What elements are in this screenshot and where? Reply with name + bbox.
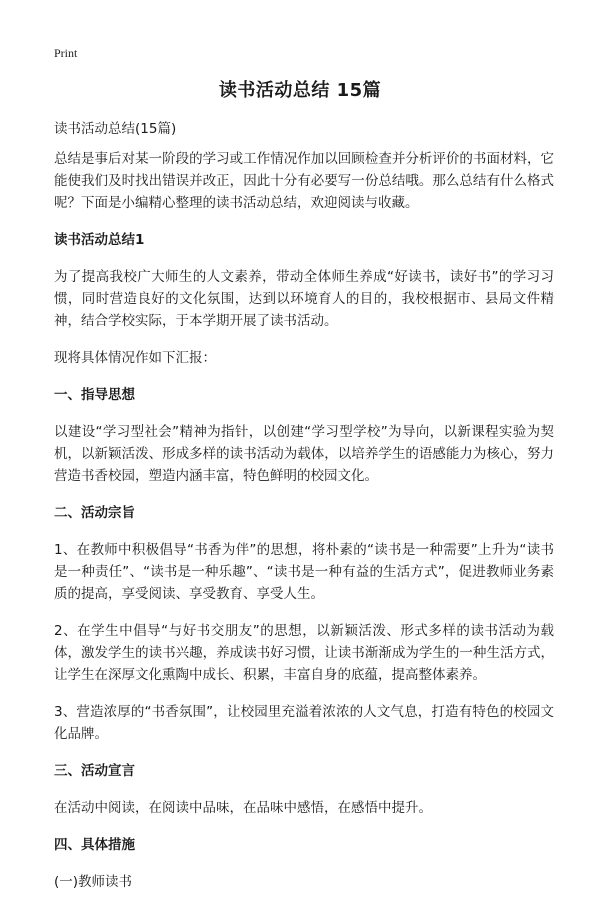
section-heading-activity-purpose: 二、活动宗旨 xyxy=(54,505,135,521)
paragraph: (一)教师读书 xyxy=(54,874,133,890)
print-link[interactable]: Print xyxy=(54,46,78,60)
document-body xyxy=(54,118,554,908)
paragraph: 在活动中阅读，在阅读中品味，在品味中感悟，在感悟中提升。 xyxy=(54,800,432,816)
paragraph: 2、在学生中倡导“与好书交朋友”的思想，以新颖活泼、形式多样的读书活动为载体，激发学生的读书兴趣，养成读书好习惯，让读书渐渐成为学生的一种生活方式，让学生在深厚文化熏陶中成长、积累，丰富自身的底蕴，提高整体素养。 xyxy=(54,623,554,683)
paragraph: 1、在教师中积极倡导“书香为伴”的思想，将朴素的“读书是一种需要”上升为“读书是一种责任”、“读书是一种乐趣”、“读书是一种有益的生活方式”，促进教师业务素质的提高，享受阅读、享受教育、享受人生。 xyxy=(54,542,554,602)
paragraph: 现将具体情况作如下汇报： xyxy=(54,350,216,366)
paragraph: 3、营造浓厚的“书香氛围”，让校园里充溢着浓浓的人文气息，打造有特色的校园文化品牌。 xyxy=(54,704,554,742)
section-heading-summary-1: 读书活动总结1 xyxy=(54,232,145,248)
document-title: 读书活动总结 15篇 xyxy=(218,80,382,101)
paragraph: 为了提高我校广大师生的人文素养，带动全体师生养成“好读书，读好书”的学习习惯，同时营造良好的文化氛围，达到以环境育人的目的，我校根据市、县局文件精神，结合学校实际，于本学期开展了读书活动。 xyxy=(54,269,554,329)
section-heading-specific-measures: 四、具体措施 xyxy=(54,837,135,853)
section-heading-activity-declaration: 三、活动宣言 xyxy=(54,763,135,779)
section-heading-guiding-ideology: 一、指导思想 xyxy=(54,387,135,403)
intro-paragraph: 总结是事后对某一阶段的学习或工作情况作加以回顾检查并分析评价的书面材料，它能使我们及时找出错误并改正，因此十分有必要写一份总结哦。那么总结有什么格式呢？下面是小编精心整理的读书活动总结，欢迎阅读与收藏。 xyxy=(54,151,554,211)
paragraph: 以建设“学习型社会”精神为指针，以创建“学习型学校”为导向，以新课程实验为契机，以新颖活泼、形成多样的读书活动为载体，以培养学生的语感能力为核心，努力营造书香校园，塑造内涵丰富，特色鲜明的校园文化。 xyxy=(54,424,554,484)
document-subtitle: 读书活动总结(15篇) xyxy=(54,121,177,137)
